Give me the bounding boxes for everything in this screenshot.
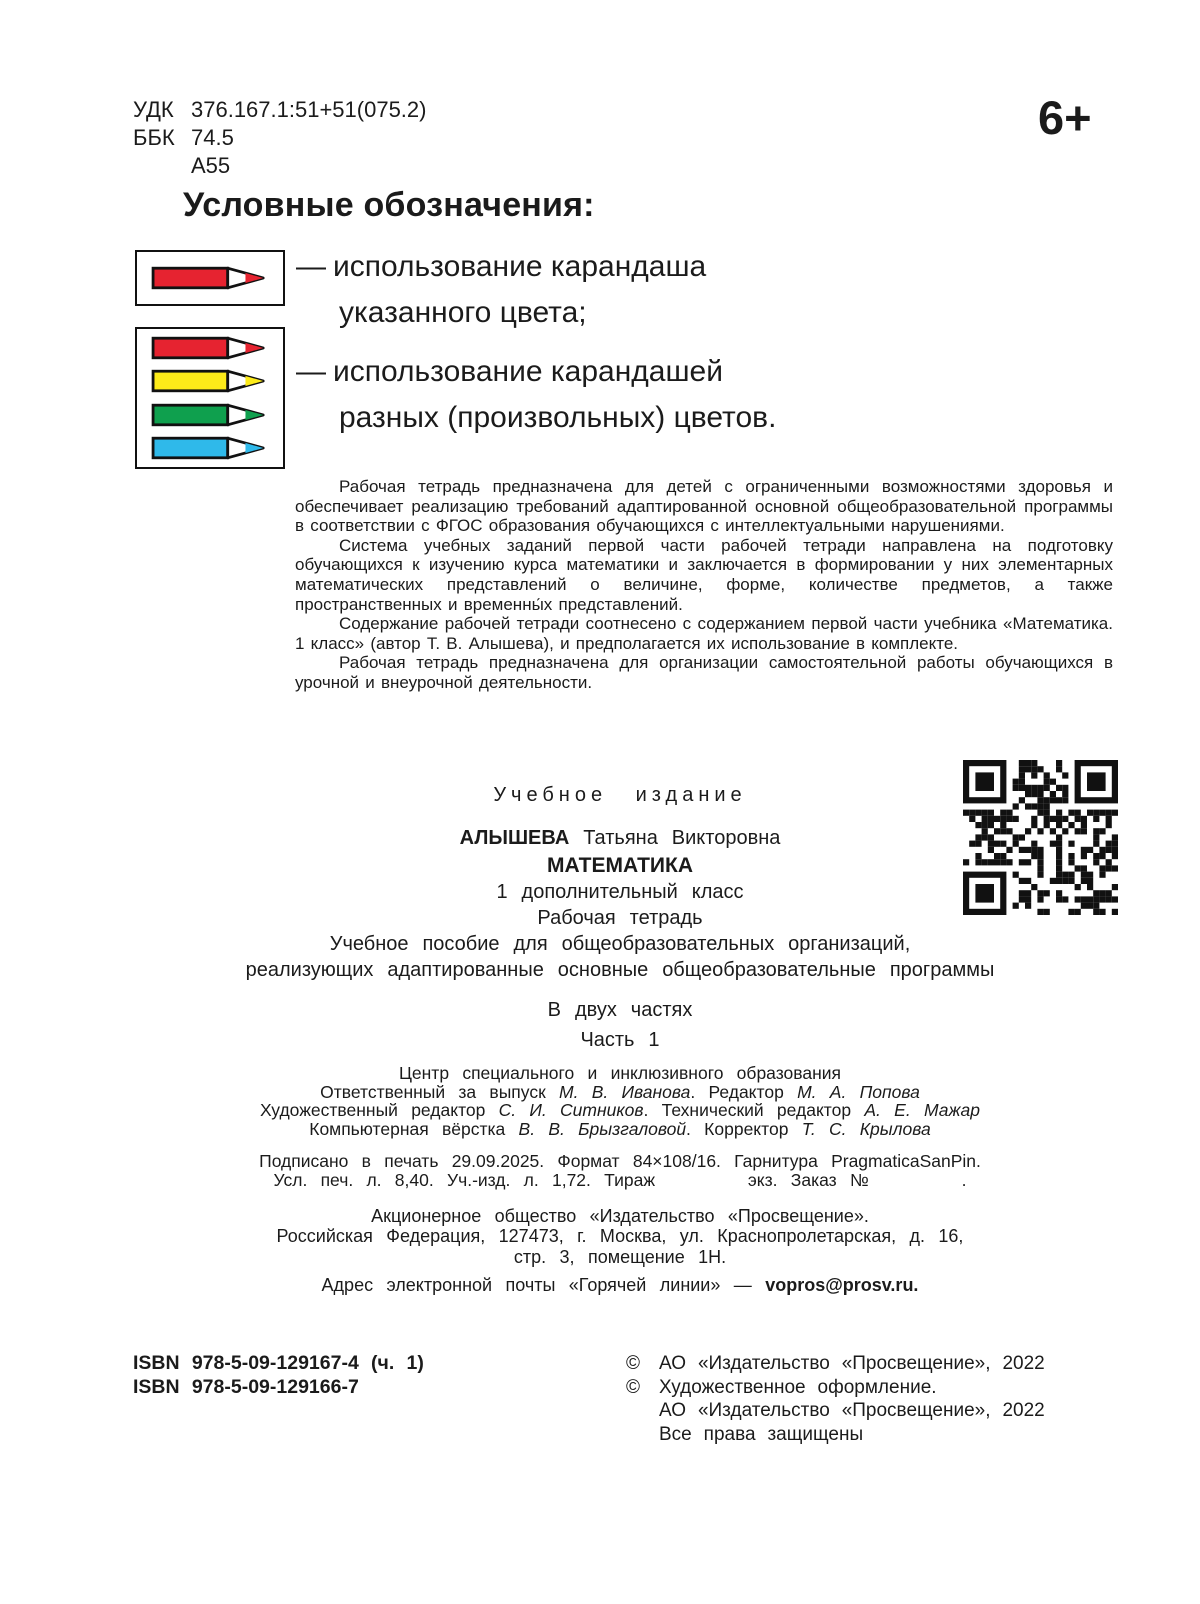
age-rating-badge: 6+ [1038,91,1092,144]
publisher-address: стр. 3, помещение 1Н. [513,1246,727,1267]
audience-line: реализующих адаптированные основные общеобразовательные программы [245,959,995,981]
legend-title: Условные обозначения: [183,186,595,224]
credits-line: Ответственный за выпуск М. В. Иванова. Редактор М. А. Попова [320,1081,920,1102]
publishing-center: Центр специального и инклюзивного образования [398,1063,842,1083]
copyright-symbol: © [626,1353,640,1374]
book-title: МАТЕМАТИКА [547,854,693,877]
pencil-icon [148,434,272,462]
copyright-text: АО «Издательство «Просвещение», 2022 [659,1400,1045,1421]
legend-label-wrap: разных (произвольных) цветов. [339,401,777,434]
dash: — [296,250,326,283]
legend-label: использование карандашей [333,355,723,388]
print-info-line: Подписано в печать 29.09.2025. Формат 84×108/16. Гарнитура PragmaticaSanPin. [259,1151,981,1172]
legend-item-single-color [296,244,706,336]
single-pencil-box [135,250,285,306]
edition-type: Учебное издание [493,784,747,806]
legend-line [296,244,706,290]
part-number: Часть 1 [580,1029,660,1051]
pencil-icon [148,367,272,395]
legend-line [296,349,776,395]
udk-value: 376.167.1:51+51(075.2) [191,97,427,122]
bbk-value: 74.5 [191,125,234,150]
isbn-part-1: ISBN 978-5-09-129167-4 (ч. 1) [133,1352,424,1374]
credits-line: Компьютерная вёрстка В. В. Брызгаловой. Корректор Т. С. Крылова [309,1118,931,1139]
copyright-symbol: © [626,1376,640,1398]
copyright-line [626,1423,1045,1447]
copyright-line [626,1352,1045,1376]
grade-line: 1 дополнительный класс [496,881,744,903]
multi-pencil-box [135,327,285,469]
audience-line: Учебное пособие для общеобразовательных организаций, [329,933,911,955]
udk-row [133,96,426,124]
bbk-row [133,124,426,152]
author-full-name: АЛЫШЕВА Татьяна Викторовна [459,827,781,849]
isbn-set: ISBN 978-5-09-129166-7 [133,1375,359,1398]
parts-line: В двух частях [547,999,693,1021]
publisher-line: Акционерное общество «Издательство «Просвещение». [371,1205,869,1226]
imprint-block [140,783,1100,1296]
copyright-line [626,1376,1045,1400]
legend-label-wrap: указанного цвета; [339,296,587,329]
publisher-address: Российская Федерация, 127473, г. Москва, ул. Краснопролетарская, д. 16, [276,1226,964,1247]
legend-label: использование карандаша [333,250,707,283]
print-info-line: Усл. печ. л. 8,40. Уч.-изд. л. 1,72. Тираж экз. Заказ № . [273,1169,967,1190]
annotation-paragraph: Система учебных заданий первой части рабочей тетради направлена на подготовку обучающихся к изучению курса математики и заключается в формировании у них элементарных математических представлений о величине, форме, количестве предметов, а также пространственных и временны́х представлений. [295,535,1113,614]
pencil-icon [148,334,272,362]
bbk-label: ББК [133,125,175,150]
annotation-paragraph: Рабочая тетрадь предназначена для организации самостоятельной работы обучающихся в урочной и внеурочной деятельности. [295,653,1113,692]
udk-label: УДК [133,97,174,122]
book-subtitle: Рабочая тетрадь [537,907,703,929]
copyright-text: АО «Издательство «Просвещение», 2022 [659,1353,1045,1374]
copyright-block [626,1352,1045,1446]
credits-line: Художественный редактор С. И. Ситников. Технический редактор А. Е. Мажар [260,1100,980,1121]
author-sign-row [133,152,426,180]
hotline-email-line: Адрес электронной почты «Горячей линии» — vopros@prosv.ru. [321,1275,919,1296]
copyright-line [626,1399,1045,1423]
bibliographic-codes [133,96,426,180]
dash: — [296,355,326,388]
copyright-text: Художественное оформление. [659,1376,937,1398]
pencil-icon [148,264,272,292]
copyright-text: Все права защищены [659,1423,864,1445]
isbn-block [133,1352,424,1399]
pencil-icon [148,401,272,429]
legend-item-any-colors [296,349,776,441]
annotation-paragraph: Рабочая тетрадь предназначена для детей с ограниченными возможностями здоровья и обеспечивает реализацию требований адаптированной основной общеобразовательной программы в соответствии с ФГОС образования обучающихся с интеллектуальными нарушениями. [295,477,1113,536]
annotation-paragraph: Содержание рабочей тетради соотнесено с содержанием первой части учебника «Математика. 1 класс» (автор Т. В. Алышева), и предполагается их использование в комплекте. [295,614,1113,653]
annotation-block [295,477,1113,693]
author-sign: А55 [191,153,231,178]
